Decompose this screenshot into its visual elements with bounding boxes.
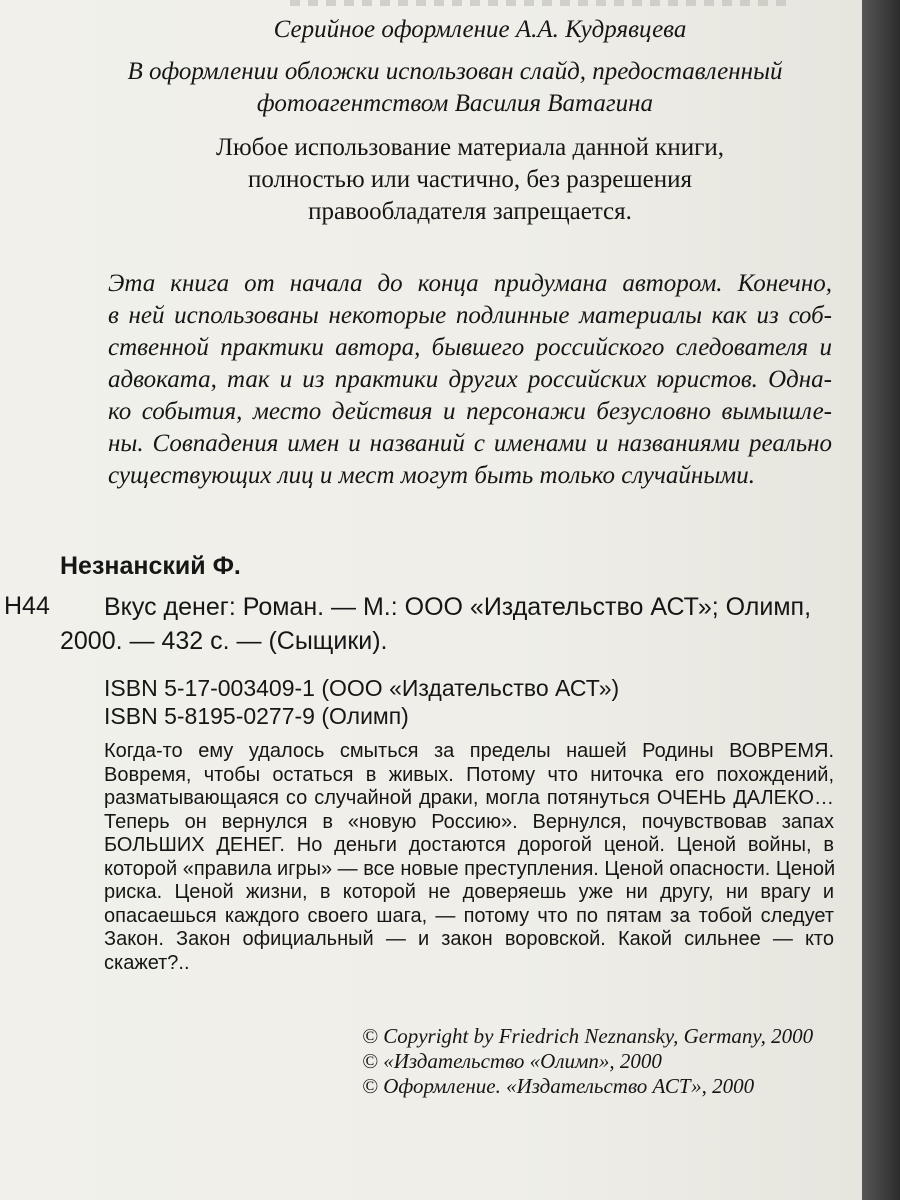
rights-notice-line: Любое использование материала данной книги, [216, 134, 724, 161]
disclaimer-line: в ней использованы некоторые подлинные материалы как из соб- [108, 302, 832, 329]
bibliography-line: Вкус денег: Роман. — М.: ООО «Издательство АСТ»; Олимп, [104, 593, 812, 621]
annotation-line: опасаешься каждого своего шага, — потому что по пятам за тобой следует [104, 904, 834, 927]
cover-note-line: В оформлении обложки использован слайд, предоставленный [127, 58, 783, 85]
isbn-list [104, 674, 619, 730]
isbn-line: ISBN 5-8195-0277-9 (Олимп) [104, 703, 409, 729]
disclaimer-line: ственной практики автора, бывшего российского следователя и [108, 334, 832, 361]
copyright-line: © «Издательство «Олимп», 2000 [362, 1049, 662, 1073]
copyright-block [362, 1024, 813, 1099]
bibliography-entry [60, 590, 834, 658]
annotation-line: БОЛЬШИХ ДЕНЕГ. Но деньги достаются дорогой ценой. Ценой войны, в [104, 834, 834, 856]
series-design-credit [200, 14, 760, 46]
rights-notice [110, 132, 830, 228]
disclaimer-line: Эта книга от начала до конца придумана автором. Конечно, [108, 270, 832, 297]
bibliography-line: 2000. — 432 с. — (Сыщики). [60, 627, 388, 655]
bleed-through-text [290, 0, 790, 6]
annotation-line: Закон. Закон официальный — и закон воровской. Какой сильнее — кто [104, 928, 834, 950]
disclaimer-line: существующих лиц и мест могут быть только случайными. [108, 462, 755, 489]
series-design-line: Серийное оформление А.А. Кудрявцева [273, 16, 687, 43]
annotation-line: скажет?.. [104, 951, 190, 974]
library-index: Н44 [4, 592, 50, 620]
annotation-line: которой «правила игры» — все новые преступления. Ценой опасности. Ценой [104, 857, 836, 880]
page-edge-shadow [862, 0, 900, 1200]
rights-notice-line: полностью или частично, без разрешения [248, 166, 692, 193]
bibliography-author: Незнанский Ф. [60, 552, 241, 580]
copyright-line: © Copyright by Friedrich Neznansky, Germany, 2000 [362, 1024, 814, 1048]
annotation-line: риска. Ценой жизни, в которой не доверяешь уже ни другу, ни врагу и [104, 881, 834, 903]
annotation-line: разматывающаяся со случайной драки, могла потянуться ОЧЕНЬ ДАЛЕКО… [104, 787, 834, 809]
cover-note-line: фотоагентством Василия Ватагина [256, 90, 654, 117]
rights-notice-line: правообладателя запрещается. [308, 198, 632, 225]
disclaimer-line: адвоката, так и из практики других российских юристов. Одна- [108, 366, 832, 393]
annotation-line: Вовремя, чтобы остаться в живых. Потому что ниточка его похождений, [104, 763, 834, 786]
disclaimer-line: ко события, место действия и персонажи безусловно вымышле- [108, 398, 832, 425]
fiction-disclaimer [108, 268, 832, 492]
copyright-line: © Оформление. «Издательство АСТ», 2000 [362, 1074, 755, 1098]
disclaimer-line: ны. Совпадения имен и названий с именами и названиями реально [108, 430, 832, 457]
isbn-line: ISBN 5-17-003409-1 (ООО «Издательство АСТ») [104, 675, 620, 701]
annotation-line: Теперь он вернулся в «новую Россию». Вернулся, почувствовав запах [104, 810, 834, 833]
annotation-line: Когда-то ему удалось смыться за пределы нашей Родины ВОВРЕМЯ. [104, 740, 834, 762]
book-annotation [104, 740, 834, 975]
cover-photo-credit [60, 56, 850, 120]
